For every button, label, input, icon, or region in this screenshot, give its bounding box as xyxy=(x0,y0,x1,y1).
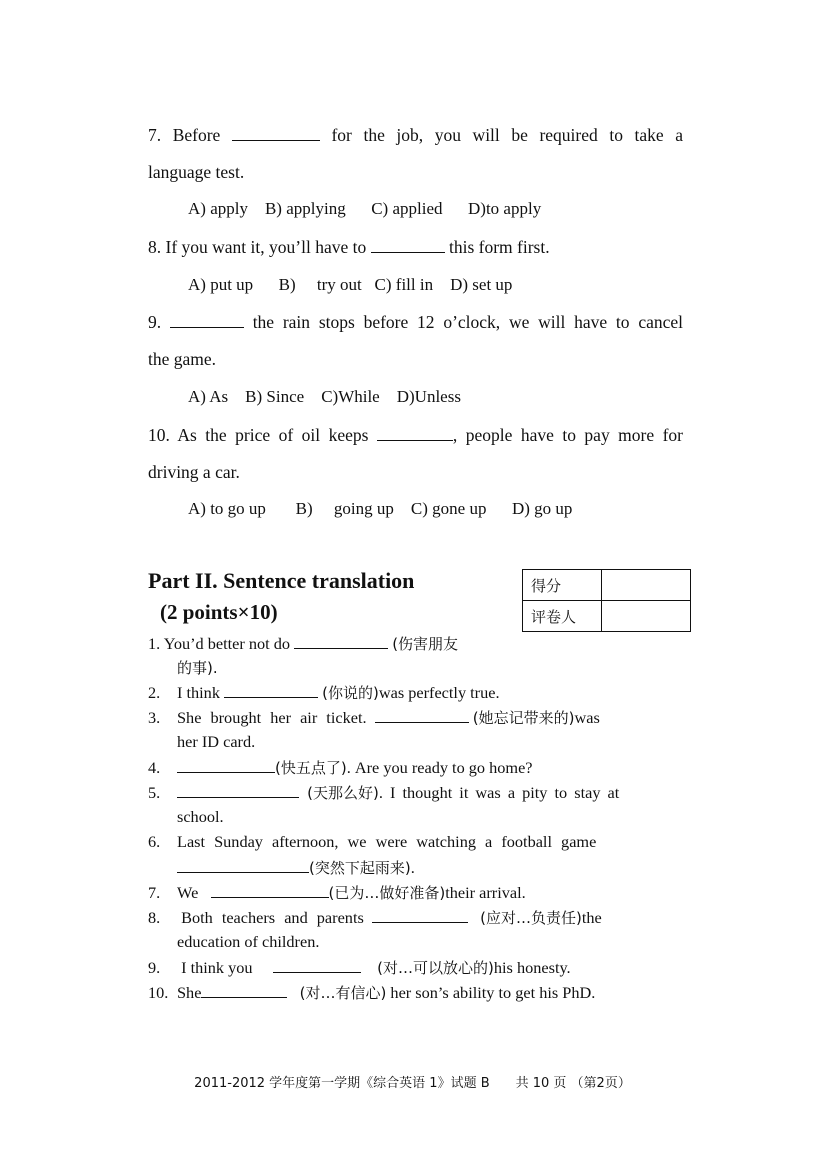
translation-item-1 xyxy=(148,633,682,654)
item-number: 10. xyxy=(148,983,169,1002)
answer-blank[interactable] xyxy=(177,858,309,873)
option-d[interactable]: D)Unless xyxy=(396,387,461,406)
question-8-line1 xyxy=(148,237,683,258)
item-number: 3. xyxy=(148,708,161,727)
answer-blank[interactable] xyxy=(170,313,244,328)
item-text: was perfectly true. xyxy=(378,683,500,702)
option-d[interactable]: D) set up xyxy=(450,275,513,294)
score-field[interactable] xyxy=(602,570,691,601)
question-text: As the price of oil keeps xyxy=(177,425,369,445)
option-a[interactable]: A) As xyxy=(188,387,229,406)
answer-blank[interactable] xyxy=(294,634,388,649)
question-7-line2: language test. xyxy=(148,162,245,182)
answer-blank[interactable] xyxy=(224,683,318,698)
item-text: We xyxy=(177,883,199,902)
question-10-line2: driving a car. xyxy=(148,462,240,482)
chinese-hint: (快五点了) xyxy=(275,759,347,777)
chinese-hint: (已为…做好准备) xyxy=(328,884,446,902)
option-c[interactable]: C) fill in xyxy=(374,275,434,294)
score-label: 得分 xyxy=(523,570,602,601)
translation-item-2 xyxy=(148,682,682,703)
translation-item-5-line2: school. xyxy=(177,807,224,826)
translation-item-5 xyxy=(148,782,682,803)
chinese-hint: (突然下起雨来) xyxy=(309,859,411,877)
question-number: 10. xyxy=(148,425,170,445)
option-c[interactable]: C) applied xyxy=(371,199,443,218)
item-number: 1. xyxy=(148,634,161,653)
item-text: I think you xyxy=(181,958,253,977)
question-8-options xyxy=(188,275,512,295)
item-text: her son’s ability to get his PhD. xyxy=(386,983,596,1002)
question-7-line1 xyxy=(148,125,683,146)
option-b[interactable]: going up xyxy=(333,499,394,518)
item-number: 9. xyxy=(148,958,161,977)
question-10-options xyxy=(188,499,572,519)
question-text: for the job, you will be required to take a xyxy=(331,125,684,145)
item-number: 8. xyxy=(148,908,161,927)
option-d[interactable]: D)to apply xyxy=(468,199,542,218)
option-c[interactable]: C)While xyxy=(321,387,380,406)
translation-item-7 xyxy=(148,882,682,903)
translation-item-10 xyxy=(148,982,682,1003)
item-text: Last Sunday afternoon, we were watching a football game xyxy=(177,832,597,851)
question-9-line1 xyxy=(148,312,683,333)
question-text: , people have to pay more for xyxy=(452,425,683,445)
translation-item-8-line2: education of children. xyxy=(177,932,320,951)
question-number: 8. xyxy=(148,237,162,257)
question-text: Before xyxy=(172,125,221,145)
answer-blank[interactable] xyxy=(201,983,287,998)
item-text: their arrival. xyxy=(445,883,526,902)
option-b-label[interactable]: B) xyxy=(278,275,296,294)
answer-blank[interactable] xyxy=(371,238,445,253)
option-b[interactable]: try out xyxy=(316,275,362,294)
chinese-hint: (对…有信心) xyxy=(299,984,387,1002)
answer-blank[interactable] xyxy=(375,708,469,723)
question-text: the rain stops before 12 o’clock, we will have to cancel xyxy=(252,312,684,332)
question-10-line1 xyxy=(148,425,683,446)
item-number: 5. xyxy=(148,783,161,802)
translation-item-9 xyxy=(148,957,682,978)
section-subtitle: (2 points×10) xyxy=(160,600,278,624)
option-d[interactable]: D) go up xyxy=(511,499,573,518)
chinese-hint: (对…可以放心的) xyxy=(377,959,494,977)
section-title: Part II. Sentence translation xyxy=(148,568,415,593)
answer-blank[interactable] xyxy=(177,783,299,798)
chinese-hint: (天那么好) xyxy=(307,784,379,802)
answer-blank[interactable] xyxy=(211,883,329,898)
option-b[interactable]: B) applying xyxy=(264,199,346,218)
option-b-label[interactable]: B) xyxy=(295,499,313,518)
item-number: 4. xyxy=(148,758,161,777)
page-footer: 2011-2012 学年度第一学期《综合英语 1》试题 B 共 10 页 （第2页） xyxy=(194,1076,631,1091)
item-number: 7. xyxy=(148,883,161,902)
translation-item-1-line2: 的事). xyxy=(177,659,218,677)
question-9-options xyxy=(188,387,461,407)
question-number: 9. xyxy=(148,312,162,332)
chinese-hint: (你说的) xyxy=(322,684,379,702)
item-text: I think xyxy=(177,683,220,702)
option-a[interactable]: A) apply xyxy=(188,199,248,218)
option-c[interactable]: C) gone up xyxy=(410,499,487,518)
item-text: his honesty. xyxy=(493,958,571,977)
answer-blank[interactable] xyxy=(232,126,320,141)
item-text: Both teachers and parents xyxy=(181,908,364,927)
answer-blank[interactable] xyxy=(177,758,275,773)
grader-field[interactable] xyxy=(602,601,691,632)
translation-item-3-line2: her ID card. xyxy=(177,732,256,751)
item-text: You’d better not do xyxy=(163,634,291,653)
translation-item-8 xyxy=(148,907,682,928)
item-text: . xyxy=(410,858,415,877)
translation-item-3 xyxy=(148,707,682,728)
chinese-hint: (应对…负责任) xyxy=(480,909,582,927)
score-table xyxy=(522,569,691,632)
item-text: . Are you ready to go home? xyxy=(346,758,533,777)
item-number: 6. xyxy=(148,832,161,851)
translation-item-6 xyxy=(148,832,682,852)
option-a[interactable]: A) to go up xyxy=(188,499,266,518)
item-text: the xyxy=(581,908,602,927)
option-a[interactable]: A) put up xyxy=(188,275,254,294)
item-text: was xyxy=(574,708,600,727)
question-number: 7. xyxy=(148,125,162,145)
answer-blank[interactable] xyxy=(372,908,468,923)
answer-blank[interactable] xyxy=(377,426,453,441)
question-text: this form first. xyxy=(448,237,550,257)
item-text: She brought her air ticket. xyxy=(177,708,367,727)
item-text: . I thought it was a pity to stay at xyxy=(378,783,620,802)
translation-item-6-line2 xyxy=(177,857,711,878)
translation-item-4 xyxy=(148,757,682,778)
item-text: She xyxy=(177,983,202,1002)
option-b[interactable]: B) Since xyxy=(245,387,305,406)
chinese-hint: (她忘记带来的) xyxy=(472,709,575,727)
answer-blank[interactable] xyxy=(273,958,361,973)
grader-label: 评卷人 xyxy=(523,601,602,632)
question-9-line2: the game. xyxy=(148,349,217,369)
question-7-options xyxy=(188,199,541,219)
item-number: 2. xyxy=(148,683,161,702)
question-text: If you want it, you’ll have to xyxy=(165,237,367,257)
chinese-hint: (伤害朋友 xyxy=(392,635,459,653)
